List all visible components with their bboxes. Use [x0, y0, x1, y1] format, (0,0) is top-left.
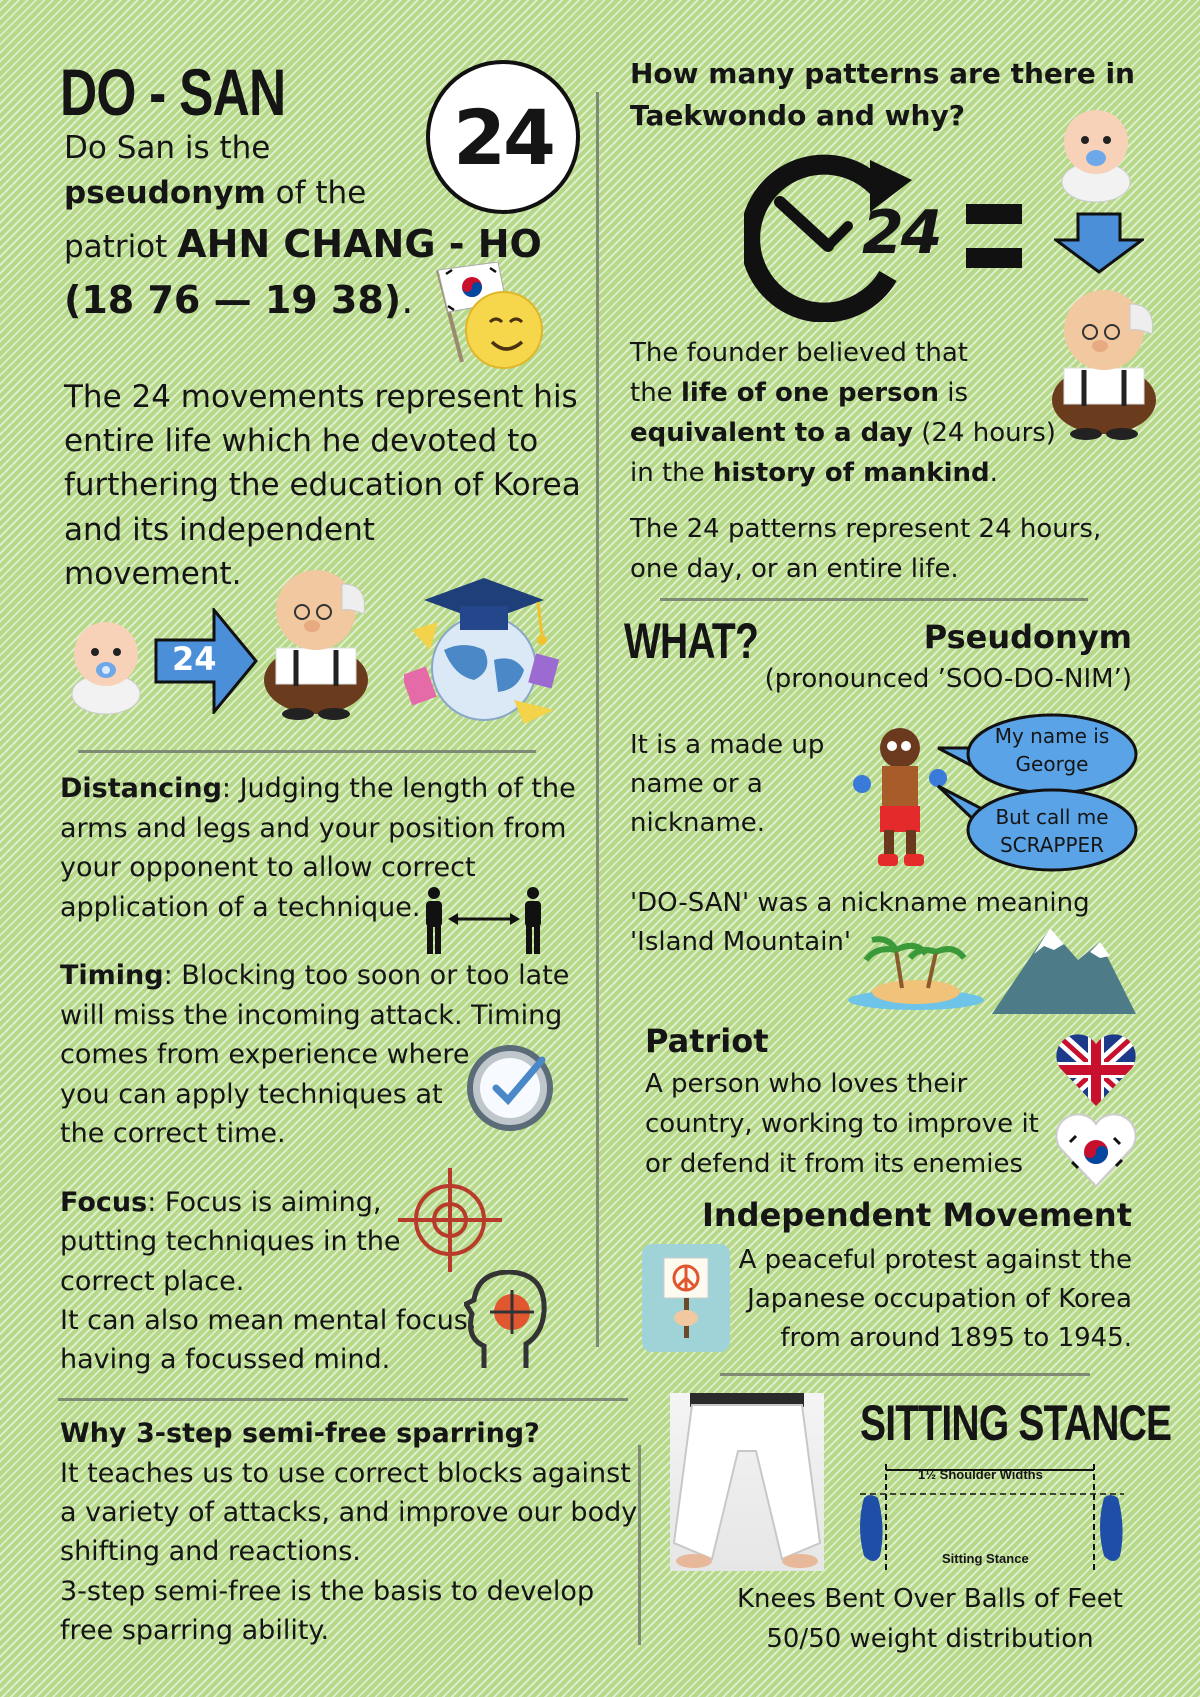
- timing-line-3: comes from experience where: [60, 1039, 470, 1070]
- founder-line-4: [630, 458, 998, 488]
- badge-24-text: 24: [453, 92, 553, 182]
- divider-right-1: [660, 598, 1088, 601]
- founder-line-2c: is: [938, 378, 969, 408]
- founder-line-2a: the: [630, 378, 681, 408]
- center-divider-bottom: [638, 1445, 641, 1645]
- stance-line-1: Knees Bent Over Balls of Feet: [737, 1584, 1123, 1614]
- intro-line-4: [64, 278, 413, 322]
- down-arrow-icon: [1054, 212, 1144, 274]
- patriot-heading: Patriot: [645, 1022, 769, 1060]
- sparring-line-3: shifting and reactions.: [60, 1536, 361, 1567]
- sparring-line-1: It teaches us to use correct blocks against: [60, 1458, 631, 1489]
- founder-line-3: [630, 418, 1056, 448]
- stance-name-label: Sitting Stance: [942, 1551, 1029, 1566]
- timing-line-2: will miss the incoming attack. Timing: [60, 1000, 563, 1031]
- founder-day: equivalent to a day: [630, 418, 913, 448]
- divider-right-2: [720, 1373, 1090, 1376]
- education-globe-icon: [404, 560, 564, 728]
- head-focus-icon: [464, 1270, 548, 1372]
- distancing-line-2: arms and legs and your position from: [60, 813, 567, 844]
- stance-photo: [670, 1393, 824, 1571]
- peace-protest-icon: [642, 1244, 730, 1352]
- stance-title: SITTING STANCE: [860, 1395, 1172, 1451]
- arrow-label: 24: [172, 640, 217, 678]
- pseudonym-heading: Pseudonym: [923, 618, 1132, 656]
- baby-icon: [68, 612, 144, 716]
- pseudonym-def-3: nickname.: [630, 808, 766, 838]
- old-man-icon: [252, 562, 382, 722]
- pseudonym-def-1: It is a made up: [630, 730, 825, 760]
- distancing-line-1: [60, 773, 576, 804]
- intro-patriot-name: AHN CHANG - HO: [177, 222, 542, 266]
- stance-width-label: 1½ Shoulder Widths: [918, 1467, 1043, 1482]
- focus-text-1: : Focus is aiming,: [147, 1187, 382, 1218]
- intro-line-3: [64, 222, 542, 266]
- founder-line-1: The founder believed that: [630, 338, 968, 368]
- focus-line-2: putting techniques in the: [60, 1226, 401, 1257]
- what-heading: WHAT?: [624, 613, 759, 669]
- equals-bar-bottom: [966, 248, 1022, 268]
- intro-term: pseudonym: [64, 175, 266, 211]
- movements-line-2: entire life which he devoted to: [64, 423, 539, 459]
- movements-line-3: furthering the education of Korea: [64, 467, 581, 503]
- patterns-line-1: The 24 patterns represent 24 hours,: [630, 514, 1102, 544]
- movements-line-4: and its independent: [64, 512, 375, 548]
- founder-line-2: [630, 378, 968, 408]
- patterns-question-1: How many patterns are there in: [630, 57, 1135, 90]
- movements-line-5: movement.: [64, 556, 242, 592]
- island-icon: [846, 936, 986, 1012]
- old-man-icon-right: [1040, 282, 1170, 442]
- patriot-line-1: A person who loves their: [645, 1069, 968, 1099]
- distancing-text-1: : Judging the length of the: [221, 773, 576, 804]
- mountain-icon: [990, 920, 1138, 1016]
- focus-term: Focus: [60, 1187, 148, 1218]
- nickname-line-2: 'Island Mountain': [630, 927, 852, 957]
- independent-line-2: Japanese occupation of Korea: [747, 1284, 1132, 1314]
- distance-people-icon: [420, 886, 548, 956]
- sparring-question: Why 3-step semi-free sparring?: [60, 1418, 540, 1449]
- baby-icon-right: [1056, 100, 1136, 204]
- pseudonym-def-2: name or a: [630, 769, 763, 799]
- founder-hours: (24 hours): [912, 418, 1056, 448]
- badge-24: [426, 60, 580, 214]
- intro-patriot: patriot: [64, 229, 178, 265]
- stance-line-2: 50/50 weight distribution: [766, 1624, 1094, 1654]
- uk-heart-icon: [1054, 1032, 1138, 1108]
- patterns-line-2: one day, or an entire life.: [630, 554, 959, 584]
- intro-period: .: [401, 278, 414, 322]
- timing-line-1: [60, 960, 569, 991]
- intro-dates: (18 76 — 19 38): [64, 278, 402, 322]
- clock-check-icon: [464, 1042, 560, 1134]
- boxer-icon: [852, 726, 948, 868]
- founder-history: history of mankind: [712, 458, 990, 488]
- sparring-line-5: free sparring ability.: [60, 1615, 330, 1646]
- equals-bar-top: [966, 204, 1022, 224]
- founder-line-4a: in the: [630, 458, 713, 488]
- focus-line-4: It can also mean mental focus,: [60, 1305, 477, 1336]
- sparring-line-4: 3-step semi-free is the basis to develop: [60, 1576, 595, 1607]
- patriot-line-2: country, working to improve it: [645, 1109, 1039, 1139]
- independent-heading: Independent Movement: [701, 1196, 1132, 1234]
- intro-line-1: Do San is the: [64, 130, 271, 166]
- intro-line-2: [64, 175, 366, 211]
- distancing-line-4: application of a technique.: [60, 892, 421, 923]
- focus-line-1: [60, 1187, 381, 1218]
- sparring-line-2: a variety of attacks, and improve our body: [60, 1497, 638, 1528]
- divider-left-1: [78, 750, 536, 753]
- page-title: DO - SAN: [60, 55, 286, 129]
- independent-line-3: from around 1895 to 1945.: [780, 1323, 1132, 1353]
- timing-line-5: the correct time.: [60, 1118, 286, 1149]
- movements-line-1: The 24 movements represent his: [64, 379, 578, 415]
- timing-term: Timing: [60, 960, 164, 991]
- pronunciation: (pronounced ’SOO-DO-NIM’): [764, 664, 1132, 694]
- distancing-line-3: your opponent to allow correct: [60, 852, 476, 883]
- speech-bubble-1-text: My name is George: [994, 724, 1110, 776]
- speech-bubble-2-text: But call me SCRAPPER: [995, 805, 1109, 857]
- nickname-line-1: 'DO-SAN' was a nickname meaning: [630, 888, 1090, 918]
- founder-line-4c: .: [989, 458, 998, 488]
- timing-text-1: : Blocking too soon or too late: [163, 960, 570, 991]
- divider-bottom-left: [58, 1398, 628, 1401]
- patterns-question-2: Taekwondo and why?: [630, 99, 965, 132]
- focus-line-3: correct place.: [60, 1266, 245, 1297]
- intro-line-2-rest: of the: [265, 175, 367, 211]
- founder-life: life of one person: [680, 378, 939, 408]
- distancing-term: Distancing: [60, 773, 222, 804]
- target-crosshair-icon: [398, 1168, 502, 1272]
- patriot-line-3: or defend it from its enemies: [645, 1149, 1024, 1179]
- center-divider-top: [596, 92, 599, 1347]
- focus-line-5: having a focussed mind.: [60, 1344, 391, 1375]
- korean-flag-smiley-icon: [420, 262, 550, 374]
- independent-line-1: A peaceful protest against the: [738, 1245, 1132, 1275]
- timing-line-4: you can apply techniques at: [60, 1079, 443, 1110]
- white-trousers-icon: [670, 1393, 824, 1571]
- clock-24-label: 24: [862, 198, 940, 268]
- korea-heart-icon: [1054, 1112, 1138, 1188]
